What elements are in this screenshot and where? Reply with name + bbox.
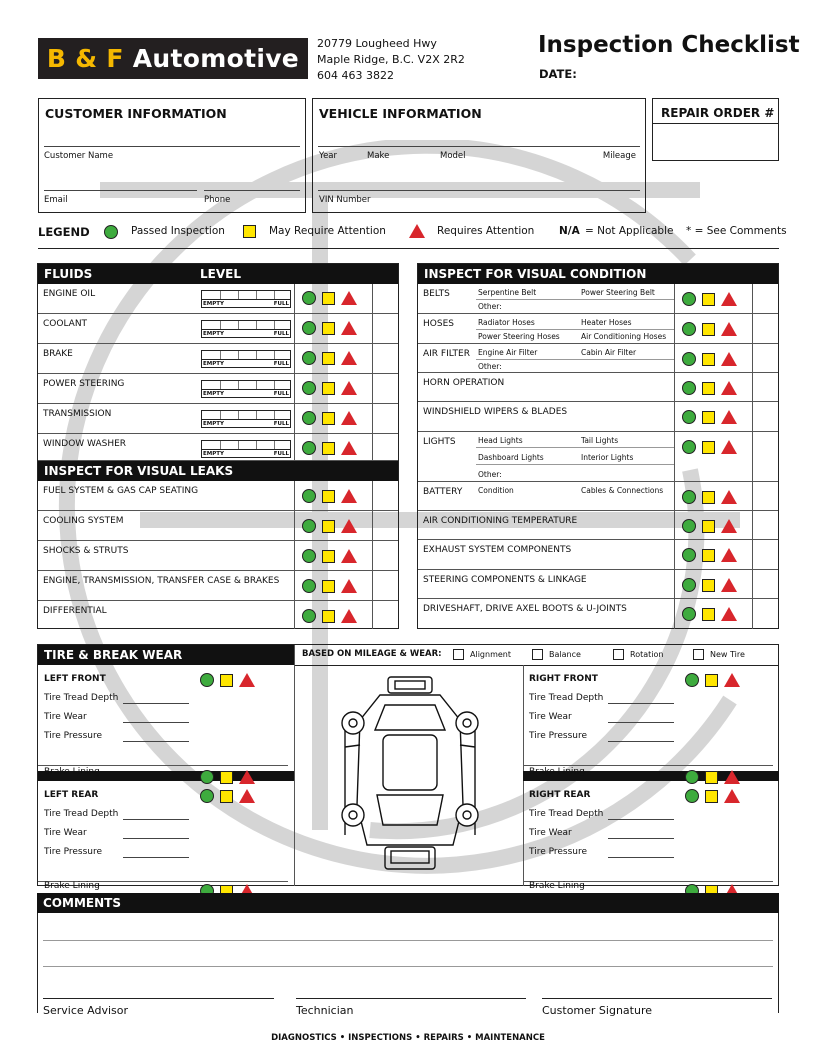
- comment-line-1[interactable]: [43, 929, 773, 941]
- sub-item-label: Dashboard Lights: [478, 453, 544, 462]
- requires-triangle-icon[interactable]: [341, 291, 357, 305]
- may-square-icon[interactable]: [322, 610, 335, 623]
- may-square-icon[interactable]: [322, 292, 335, 305]
- tire-input-line[interactable]: [608, 819, 674, 820]
- visual-row: [418, 284, 778, 314]
- pass-circle-icon[interactable]: [682, 322, 696, 336]
- fluids-header: FLUIDS LEVEL: [38, 264, 398, 284]
- pass-circle-icon[interactable]: [682, 578, 696, 592]
- leak-status-indicators: [302, 579, 357, 593]
- visual-status-indicators: [682, 519, 737, 533]
- tire-input-line[interactable]: [608, 857, 674, 858]
- requires-triangle-icon[interactable]: [721, 607, 737, 621]
- vehicle-field[interactable]: [318, 131, 640, 147]
- tire-status-indicators: [200, 673, 255, 687]
- may-square-icon[interactable]: [705, 771, 718, 784]
- car-diagram-icon: [325, 675, 495, 875]
- may-square-icon[interactable]: [702, 520, 715, 533]
- may-square-icon[interactable]: [322, 322, 335, 335]
- requires-triangle-icon[interactable]: [239, 789, 255, 803]
- visual-label: EXHAUST SYSTEM COMPONENTS: [423, 545, 572, 555]
- may-square-icon[interactable]: [702, 323, 715, 336]
- may-square-icon[interactable]: [220, 790, 233, 803]
- tire-option-rotation[interactable]: Rotation: [613, 649, 663, 660]
- requires-triangle-icon[interactable]: [721, 490, 737, 504]
- may-square-icon[interactable]: [220, 674, 233, 687]
- leak-row: [38, 541, 398, 571]
- visual-row: [418, 599, 778, 628]
- fluid-level-gauge[interactable]: EMPTY FULL: [201, 290, 291, 308]
- pass-circle-icon[interactable]: [302, 441, 316, 455]
- fluid-row: [38, 344, 398, 374]
- tire-option-alignment[interactable]: Alignment: [453, 649, 511, 660]
- pass-circle-icon[interactable]: [682, 440, 696, 454]
- vehicle-info-box: VEHICLE INFORMATION Year Make Model Mileage VIN Number: [312, 98, 646, 213]
- requires-triangle-icon[interactable]: [341, 381, 357, 395]
- sub-item-label: Radiator Hoses: [478, 318, 535, 327]
- sub-item-label: Power Steering Belt: [581, 288, 655, 297]
- fluid-label: ENGINE OIL: [43, 289, 96, 299]
- visual-row: [418, 344, 778, 373]
- tire-input-line[interactable]: [608, 741, 674, 742]
- pass-icon: [104, 225, 118, 239]
- visual-row: [418, 402, 778, 432]
- requires-triangle-icon[interactable]: [721, 322, 737, 336]
- tire-status-indicators: [200, 789, 255, 803]
- pass-circle-icon[interactable]: [682, 548, 696, 562]
- page-title: Inspection Checklist: [538, 32, 800, 58]
- fluid-status-indicators: [302, 321, 357, 335]
- date-label: DATE:: [539, 67, 577, 81]
- requires-triangle-icon[interactable]: [721, 292, 737, 306]
- tire-header: TIRE & BREAK WEAR: [38, 645, 294, 665]
- requires-triangle-icon[interactable]: [341, 519, 357, 533]
- customer-info-box: CUSTOMER INFORMATION Customer Name Email Phone: [38, 98, 306, 213]
- tire-status-indicators: [685, 673, 740, 687]
- fluid-label: BRAKE: [43, 349, 73, 359]
- visual-label: AIR CONDITIONING TEMPERATURE: [423, 516, 578, 526]
- service-advisor-signature[interactable]: Service Advisor: [43, 998, 274, 1017]
- pass-circle-icon[interactable]: [302, 579, 316, 593]
- fluid-label: TRANSMISSION: [43, 409, 112, 419]
- checkbox[interactable]: [453, 649, 464, 660]
- tire-block-lr: LEFT REAR Tire Tread Depth Tire Wear Tire Pressure Brake Lining: [38, 785, 288, 885]
- visual-row: [418, 570, 778, 599]
- may-square-icon[interactable]: [705, 674, 718, 687]
- fluid-status-indicators: [302, 351, 357, 365]
- leak-label: COOLING SYSTEM: [43, 516, 124, 526]
- sub-item-label: Cabin Air Filter: [581, 348, 637, 357]
- visual-row: [418, 314, 778, 344]
- vin-field[interactable]: [318, 175, 640, 191]
- requires-triangle-icon[interactable]: [341, 609, 357, 623]
- sub-item-label: Interior Lights: [581, 453, 634, 462]
- visual-status-indicators: [682, 410, 737, 424]
- requires-triangle-icon[interactable]: [721, 548, 737, 562]
- leak-row: [38, 511, 398, 541]
- tire-input-line[interactable]: [608, 722, 674, 723]
- tire-input-line[interactable]: [123, 741, 189, 742]
- fluid-label: POWER STEERING: [43, 379, 125, 389]
- fluid-level-gauge[interactable]: EMPTY FULL: [201, 380, 291, 398]
- pass-circle-icon[interactable]: [682, 519, 696, 533]
- requires-triangle-icon[interactable]: [341, 351, 357, 365]
- may-square-icon[interactable]: [702, 382, 715, 395]
- brake-status-indicators: [200, 770, 255, 784]
- technician-signature[interactable]: Technician: [296, 998, 526, 1017]
- leak-label: SHOCKS & STRUTS: [43, 546, 129, 556]
- may-square-icon[interactable]: [702, 441, 715, 454]
- pass-circle-icon[interactable]: [682, 490, 696, 504]
- sub-item-label: Tail Lights: [581, 436, 619, 445]
- tire-input-line[interactable]: [123, 857, 189, 858]
- customer-signature[interactable]: Customer Signature: [542, 998, 772, 1017]
- pass-circle-icon[interactable]: [200, 673, 214, 687]
- footer-tagline: DIAGNOSTICS • INSPECTIONS • REPAIRS • MAINTENANCE: [271, 1033, 545, 1043]
- leak-row: [38, 571, 398, 601]
- may-square-icon[interactable]: [322, 442, 335, 455]
- leak-status-indicators: [302, 489, 357, 503]
- pass-circle-icon[interactable]: [685, 770, 699, 784]
- sub-item-label: Cables & Connections: [581, 486, 664, 495]
- visual-status-indicators: [682, 490, 737, 504]
- leak-label: FUEL SYSTEM & GAS CAP SEATING: [43, 486, 199, 496]
- leak-row: [38, 601, 398, 630]
- requires-triangle-icon[interactable]: [341, 549, 357, 563]
- requires-triangle-icon[interactable]: [341, 321, 357, 335]
- pass-circle-icon[interactable]: [302, 351, 316, 365]
- requires-triangle-icon[interactable]: [721, 410, 737, 424]
- sub-item-label: Other:: [478, 362, 502, 371]
- pass-circle-icon[interactable]: [302, 381, 316, 395]
- sub-item-label: Head Lights: [478, 436, 523, 445]
- requires-triangle-icon[interactable]: [341, 489, 357, 503]
- leak-status-indicators: [302, 549, 357, 563]
- may-icon: [243, 225, 256, 238]
- sub-item-label: Heater Hoses: [581, 318, 632, 327]
- visual-label: HOSES: [423, 319, 454, 329]
- pass-circle-icon[interactable]: [682, 410, 696, 424]
- tire-input-line[interactable]: [123, 703, 189, 704]
- tire-input-line[interactable]: [123, 722, 189, 723]
- leak-label: DIFFERENTIAL: [43, 606, 107, 616]
- visual-status-indicators: [682, 578, 737, 592]
- sub-item-label: Air Conditioning Hoses: [581, 332, 667, 341]
- pass-circle-icon[interactable]: [302, 519, 316, 533]
- pass-circle-icon[interactable]: [200, 770, 214, 784]
- checkbox[interactable]: [532, 649, 543, 660]
- visual-header: INSPECT FOR VISUAL CONDITION: [418, 264, 778, 284]
- fluid-row: [38, 284, 398, 314]
- pass-circle-icon[interactable]: [302, 549, 316, 563]
- may-square-icon[interactable]: [322, 412, 335, 425]
- sub-item-label: Engine Air Filter: [478, 348, 538, 357]
- fluid-row: [38, 404, 398, 434]
- comments-box: COMMENTS: [37, 893, 779, 1043]
- visual-label: AIR FILTER: [423, 349, 470, 359]
- visual-label: HORN OPERATION: [423, 378, 505, 388]
- visual-row: [418, 373, 778, 402]
- pass-circle-icon[interactable]: [682, 352, 696, 366]
- visual-status-indicators: [682, 607, 737, 621]
- requires-triangle-icon[interactable]: [721, 519, 737, 533]
- fluid-status-indicators: [302, 441, 357, 455]
- fluid-label: WINDOW WASHER: [43, 439, 127, 449]
- may-square-icon[interactable]: [322, 550, 335, 563]
- sub-item-label: Condition: [478, 486, 514, 495]
- visual-label: DRIVESHAFT, DRIVE AXEL BOOTS & U-JOINTS: [423, 604, 627, 614]
- visual-label: BATTERY: [423, 487, 463, 497]
- requires-triangle-icon[interactable]: [721, 440, 737, 454]
- visual-label: WINDSHIELD WIPERS & BLADES: [423, 407, 568, 417]
- visual-status-indicators: [682, 352, 737, 366]
- phone-field[interactable]: [204, 175, 300, 191]
- tire-input-line[interactable]: [608, 838, 674, 839]
- may-square-icon[interactable]: [702, 579, 715, 592]
- visual-panel: [417, 263, 779, 629]
- visual-status-indicators: [682, 381, 737, 395]
- may-square-icon[interactable]: [220, 771, 233, 784]
- tire-option-new-tire[interactable]: New Tire: [693, 649, 745, 660]
- fluid-status-indicators: [302, 411, 357, 425]
- requires-triangle-icon[interactable]: [724, 789, 740, 803]
- may-square-icon[interactable]: [702, 608, 715, 621]
- requires-triangle-icon[interactable]: [239, 770, 255, 784]
- sub-item-label: Other:: [478, 302, 502, 311]
- may-square-icon[interactable]: [322, 490, 335, 503]
- visual-label: STEERING COMPONENTS & LINKAGE: [423, 575, 587, 585]
- requires-triangle-icon[interactable]: [724, 673, 740, 687]
- visual-row: [418, 432, 778, 482]
- requires-triangle-icon[interactable]: [341, 411, 357, 425]
- sub-item-label: Serpentine Belt: [478, 288, 537, 297]
- leak-status-indicators: [302, 519, 357, 533]
- leak-row: [38, 481, 398, 511]
- tire-input-line[interactable]: [123, 819, 189, 820]
- customer-name-field[interactable]: [44, 131, 300, 147]
- leak-label: ENGINE, TRANSMISSION, TRANSFER CASE & BRAKES: [43, 576, 280, 586]
- fluid-status-indicators: [302, 291, 357, 305]
- requires-triangle-icon[interactable]: [239, 673, 255, 687]
- pass-circle-icon[interactable]: [302, 291, 316, 305]
- fluid-level-gauge[interactable]: EMPTY FULL: [201, 320, 291, 338]
- fluid-level-gauge[interactable]: EMPTY FULL: [201, 350, 291, 368]
- tire-option-balance[interactable]: Balance: [532, 649, 581, 660]
- pass-circle-icon[interactable]: [200, 789, 214, 803]
- may-square-icon[interactable]: [702, 411, 715, 424]
- may-square-icon[interactable]: [702, 491, 715, 504]
- pass-circle-icon[interactable]: [302, 411, 316, 425]
- brand-logo: B & F Automotive: [38, 38, 308, 79]
- pass-circle-icon[interactable]: [685, 673, 699, 687]
- tire-block-lf: LEFT FRONT Tire Tread Depth Tire Wear Tire Pressure Brake Lining: [38, 669, 288, 769]
- tire-input-line[interactable]: [608, 703, 674, 704]
- requires-triangle-icon[interactable]: [721, 578, 737, 592]
- pass-circle-icon[interactable]: [302, 489, 316, 503]
- visual-row: [418, 540, 778, 570]
- tire-block-rr: RIGHT REAR Tire Tread Depth Tire Wear Tire Pressure Brake Lining: [523, 785, 773, 885]
- pass-circle-icon[interactable]: [682, 381, 696, 395]
- visual-status-indicators: [682, 292, 737, 306]
- fluid-level-gauge[interactable]: EMPTY FULL: [201, 440, 291, 458]
- pass-circle-icon[interactable]: [302, 321, 316, 335]
- may-square-icon[interactable]: [702, 353, 715, 366]
- comment-line-2[interactable]: [43, 955, 773, 967]
- sub-item-label: Other:: [478, 470, 502, 479]
- may-square-icon[interactable]: [322, 580, 335, 593]
- tire-status-indicators: [685, 789, 740, 803]
- fluid-row: [38, 314, 398, 344]
- leak-status-indicators: [302, 609, 357, 623]
- visual-status-indicators: [682, 440, 737, 454]
- tire-panel: TIRE & BREAK WEAR BASED ON MILEAGE & WEAR: Alignment Balance Rotation New Tire LEFT FRONT Tire Tread Depth Tire Wear Tire Pressure Brake Lining RIGHT FRONT Tire Tread Depth Tire Wear Tire Pressure Brake Lining LEFT REAR Tire Tread Depth Tire Wear Tire Pressure Brake Lining RIGHT REAR Tire Tread Depth Tire Wear Tire Pressure Brake Lining: [37, 644, 779, 886]
- pass-circle-icon[interactable]: [682, 292, 696, 306]
- requires-triangle-icon[interactable]: [341, 441, 357, 455]
- fluids-panel: [37, 263, 399, 629]
- may-square-icon[interactable]: [705, 790, 718, 803]
- tire-block-rf: RIGHT FRONT Tire Tread Depth Tire Wear Tire Pressure Brake Lining: [523, 669, 773, 769]
- fluid-row: [38, 434, 398, 461]
- may-square-icon[interactable]: [702, 549, 715, 562]
- visual-row: [418, 482, 778, 511]
- pass-circle-icon[interactable]: [302, 609, 316, 623]
- requires-triangle-icon[interactable]: [724, 770, 740, 784]
- email-field[interactable]: [44, 175, 197, 191]
- checkbox[interactable]: [693, 649, 704, 660]
- legend: LEGEND Passed Inspection May Require Attention Requires Attention N/A = Not Applicable * = See Comments: [38, 221, 779, 249]
- may-square-icon[interactable]: [702, 293, 715, 306]
- tire-input-line[interactable]: [123, 838, 189, 839]
- visual-status-indicators: [682, 548, 737, 562]
- visual-label: LIGHTS: [423, 437, 456, 447]
- visual-row: [418, 511, 778, 540]
- shop-address: 20779 Lougheed Hwy Maple Ridge, B.C. V2X 2R2 604 463 3822: [317, 37, 465, 82]
- requires-icon: [409, 224, 425, 238]
- visual-label: BELTS: [423, 289, 450, 299]
- visual-status-indicators: [682, 322, 737, 336]
- pass-circle-icon[interactable]: [685, 789, 699, 803]
- may-square-icon[interactable]: [322, 352, 335, 365]
- brake-status-indicators: [685, 770, 740, 784]
- fluid-level-gauge[interactable]: EMPTY FULL: [201, 410, 291, 428]
- may-square-icon[interactable]: [322, 382, 335, 395]
- pass-circle-icon[interactable]: [682, 607, 696, 621]
- fluid-status-indicators: [302, 381, 357, 395]
- fluid-row: [38, 374, 398, 404]
- sub-item-label: Power Steering Hoses: [478, 332, 560, 341]
- may-square-icon[interactable]: [322, 520, 335, 533]
- requires-triangle-icon[interactable]: [721, 352, 737, 366]
- checkbox[interactable]: [613, 649, 624, 660]
- leaks-header: INSPECT FOR VISUAL LEAKS: [38, 461, 398, 481]
- requires-triangle-icon[interactable]: [721, 381, 737, 395]
- requires-triangle-icon[interactable]: [341, 579, 357, 593]
- repair-order-box: REPAIR ORDER #: [652, 98, 779, 161]
- fluid-label: COOLANT: [43, 319, 88, 329]
